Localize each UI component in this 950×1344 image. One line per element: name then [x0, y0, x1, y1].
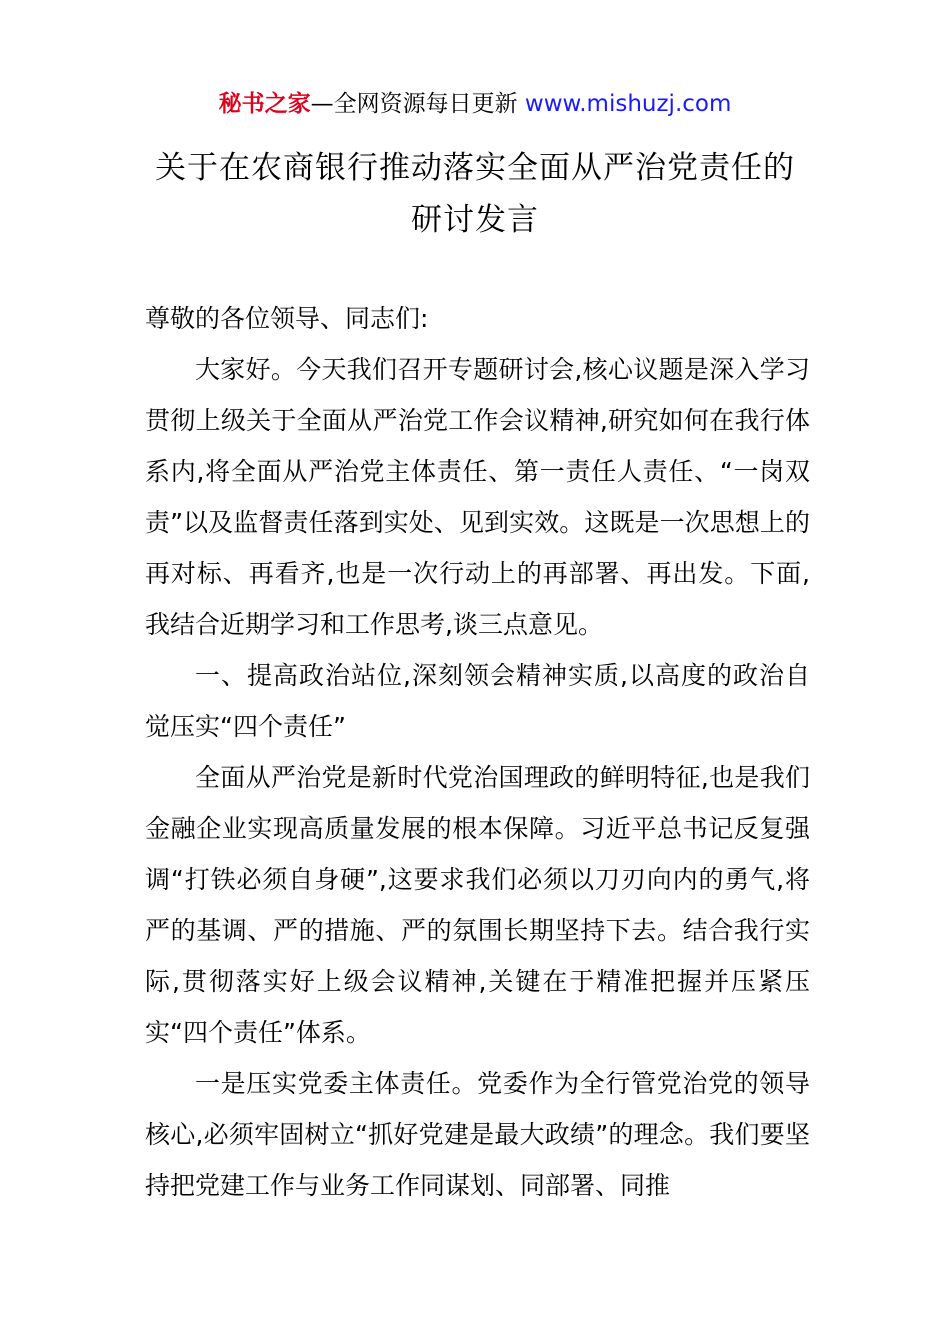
salutation: 尊敬的各位领导、同志们: — [145, 304, 429, 333]
title-line-1: 关于在农商银行推动落实全面从严治党责任的 — [155, 150, 795, 186]
paragraph-section-1: 全面从严治党是新时代党治国理政的鲜明特征,也是我们金融企业实现高质量发展的根本保障。习近平总书记反复强调“打铁必须自身硬”,这要求我们必须以刀刃向内的勇气,将严的基调、严的措施、严的氛围长期坚持下去。结合我行实际,贯彻落实好上级会议精神,关键在于精准把握并压紧压实“四个责任”体系。 — [145, 763, 810, 1047]
site-header — [0, 86, 950, 122]
header-tagline: —全网资源每日更新 — [310, 91, 525, 117]
paragraph-point-1: 一是压实党委主体责任。党委作为全行管党治党的领导核心,必须牢固树立“抓好党建是最大政绩”的理念。我们要坚持把党建工作与业务工作同谋划、同部署、同推 — [145, 1069, 810, 1200]
brand-name: 秘书之家 — [218, 91, 311, 117]
site-url-link[interactable]: www.mishuzj.com — [524, 91, 732, 117]
document-title — [120, 142, 830, 246]
document-body — [145, 293, 810, 1211]
section-heading-1: 一、提高政治站位,深刻领会精神实质,以高度的政治自觉压实“四个责任” — [145, 661, 810, 741]
paragraph-opening: 大家好。今天我们召开专题研讨会,核心议题是深入学习贯彻上级关于全面从严治党工作会议精神,研究如何在我行体系内,将全面从严治党主体责任、第一责任人责任、“一岗双责”以及监督责任落到实处、见到实效。这既是一次思想上的再对标、再看齐,也是一次行动上的再部署、再出发。下面,我结合近期学习和工作思考,谈三点意见。 — [145, 355, 810, 639]
title-line-2: 研讨发言 — [411, 202, 539, 238]
